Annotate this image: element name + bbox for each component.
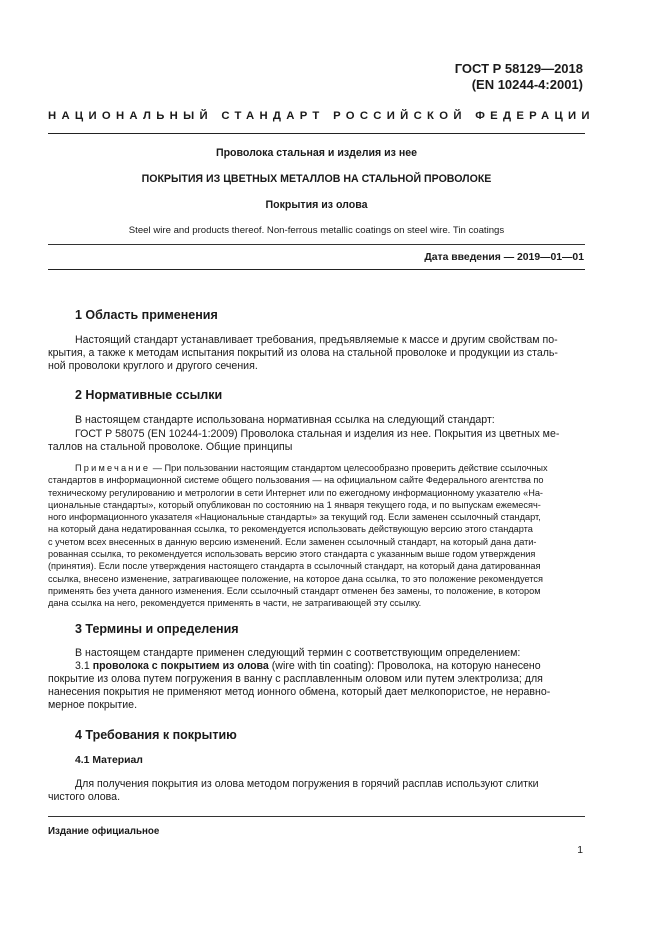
note-line: на который дана недатированная ссылка, то рекомендуется использовать действующую версию этого стандарта — [48, 524, 533, 535]
section-4-line-2: чистого олова. — [48, 791, 121, 803]
section-3-line-3: покрытие из олова путем погружения в ванну с расплавленным оловом или путем электролиза; для — [48, 673, 543, 685]
title-line-3: Покрытия из олова — [265, 199, 368, 211]
section-1-line-1: Настоящий стандарт устанавливает требования, предъявляемые к массе и другим свойствам по- — [75, 334, 558, 346]
section-2-reference: ГОСТ Р 58075 (EN 10244-1:2009) Проволока стальная и изделия из нее. Покрытия из цветных ме- — [75, 428, 560, 440]
note-line: дана ссылка на него, рекомендуется применять в части, не затрагивающей эту ссылку. — [48, 598, 422, 609]
section-1-heading: 1 Область применения — [75, 308, 218, 322]
note-label: Примечание — [75, 463, 151, 473]
title-english: Steel wire and products thereof. Non-ferrous metallic coatings on steel wire. Tin coatings — [128, 225, 505, 236]
note-line: циональные стандарты», который опубликован по состоянию на 1 января текущего года, и по выпускам ежемесяч- — [48, 499, 541, 510]
footer-divider — [48, 816, 585, 817]
section-2-line-1: В настоящем стандарте использована нормативная ссылка на следующий стандарт: — [75, 414, 495, 426]
introduction-date: Дата введения — 2019—01—01 — [424, 252, 584, 263]
section-2-reference-cont: таллов на стальной проволоке. Общие принципы — [48, 441, 293, 453]
header-divider — [48, 133, 585, 134]
section-2-note — [48, 462, 585, 610]
note-line: Примечание — При пользовании настоящим стандартом целесообразно проверить действие ссылочных — [75, 463, 548, 473]
note-line: рованная ссылка, то рекомендуется использовать версию этого стандарта с указанным выше годом утверждения — [48, 549, 536, 560]
section-3-line-5: мерное покрытие. — [48, 699, 138, 711]
section-3-heading: 3 Термины и определения — [75, 622, 239, 636]
section-2-heading: 2 Нормативные ссылки — [75, 388, 223, 402]
section-1-line-2: крытия, а также к методам испытания покрытий из олова на стальной проволоке и продукции из сталь- — [48, 347, 558, 359]
standard-number: ГОСТ Р 58129—2018 — [454, 61, 583, 76]
national-standard-heading: НАЦИОНАЛЬНЫЙ СТАНДАРТ РОССИЙСКОЙ ФЕДЕРАЦИИ — [48, 110, 595, 122]
note-line: (принятия). Если после утверждения настоящего стандарта в ссылочный стандарт, на который дана датированная — [48, 561, 541, 572]
edition-label: Издание официальное — [48, 826, 160, 837]
standard-equivalent: (EN 10244-4:2001) — [471, 77, 583, 92]
section-4-1-heading: 4.1 Материал — [75, 755, 143, 766]
note-line: применять без учета данного изменения. Если ссылочный стандарт отменен без замены, то положение, в котором — [48, 585, 541, 596]
section-4-heading: 4 Требования к покрытию — [75, 728, 237, 742]
title-divider — [48, 244, 585, 245]
note-line: техническому регулированию и метрологии в сети Интернет или по ежегодному информационному указателю «На- — [48, 487, 543, 498]
date-divider — [48, 269, 585, 270]
section-1-line-3: ной проволоки круглого и другого сечения. — [48, 360, 258, 372]
note-line: ссылка, внесено изменение, затрагивающее положение, на которое дана ссылка, то это положение рекомендуется — [48, 573, 543, 584]
section-3-line-1: В настоящем стандарте применен следующий термин с соответствующим определением: — [75, 647, 521, 659]
section-4-line-1: Для получения покрытия из олова методом погружения в горячий расплав используют слитки — [75, 778, 539, 790]
title-line-1: Проволока стальная и изделия из нее — [215, 147, 418, 159]
note-line: ного информационного указателя «Национальные стандарты» за текущий год. Если заменен ссылочный стандарт, — [48, 512, 541, 523]
page-number: 1 — [577, 845, 583, 856]
note-line: стандартов в информационной системе общего пользования — на официальном сайте Федерального агентства по — [48, 475, 544, 486]
section-3-line-4: нанесения покрытия не применяют метод ионного обмена, который дает мелкопористое, не неравно- — [48, 686, 551, 698]
title-line-2: ПОКРЫТИЯ ИЗ ЦВЕТНЫХ МЕТАЛЛОВ НА СТАЛЬНОЙ ПРОВОЛОКЕ — [141, 173, 492, 185]
note-line: с учетом всех внесенных в данную версию изменений. Если заменен ссылочный стандарт, на который дана дати- — [48, 536, 537, 547]
section-3-term: 3.1 проволока с покрытием из олова (wire with tin coating): Проволока, на которую нанесено — [75, 660, 541, 672]
term-name: проволока с покрытием из олова — [92, 660, 269, 672]
